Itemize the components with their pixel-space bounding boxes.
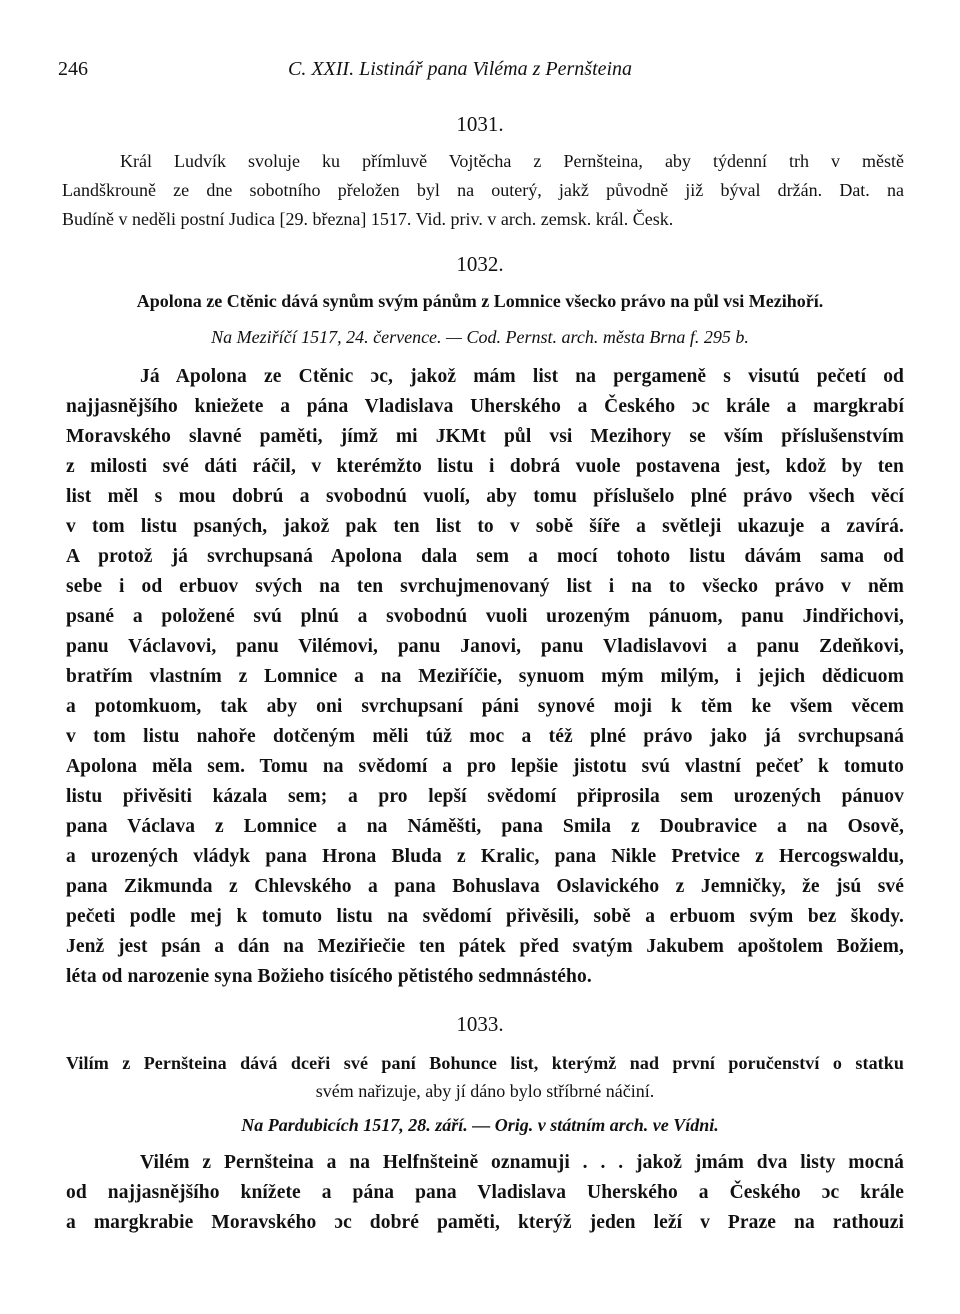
- text-line: a urozených vládyk pana Hrona Bluda z Kralic, pana Nikle Pretvice z Hercogswaldu,: [66, 846, 904, 867]
- document-source-1033: Na Pardubicích 1517, 28. září. — Orig. v státním arch. ve Vídni.: [241, 1115, 719, 1135]
- text-line: od najjasnějšího knížete a pána pana Vladislava Uherského a Českého ɔc krále: [66, 1182, 904, 1203]
- regest-line: Budíně v neděli postní Judica [29. března] 1517. Vid. priv. v arch. zemsk. král. Česk.: [62, 209, 674, 229]
- text-line: z milosti své dáti ráčil, v kterémžto listu i dobrá vuole postavena jest, kdož by ten: [66, 456, 904, 477]
- running-title: C. XXII. Listinář pana Viléma z Pernšteina: [288, 58, 633, 80]
- text-line: bratřím vlastním z Lomnice a na Meziříčie, synuom mým milým, i jejich dědicuom: [66, 666, 904, 687]
- document-summary-1032: Apolona ze Ctěnic dává synům svým pánům z Lomnice všecko právo na půl vsi Mezihoří.: [136, 291, 824, 311]
- document-number-1032: 1032.: [456, 252, 504, 276]
- text-line: a margkrabie Moravského ɔc dobré paměti, kterýž jeden leží v Praze na rathouzi: [66, 1212, 904, 1233]
- document-summary-1033: [66, 1048, 904, 1108]
- text-line: pana Zikmunda z Chlevského a pana Bohuslava Oslavického z Jemničky, že jsú své: [66, 876, 904, 897]
- text-line: a potomkuom, tak aby oni svrchupsaní páni synové moji k těm ke všem věcem: [66, 696, 904, 717]
- regest-line: Landškrouně ze dne sobotního přeložen byl na outerý, jakž původně již býval držán. Dat. na: [62, 180, 904, 200]
- text-line: Moravského slavné paměti, jímž mi JKMt půl vsi Mezihory se vším příslušenstvím: [66, 426, 904, 447]
- text-line: Apolona měla sem. Tomu na svědomí a pro lepšie jistotu svú vlastní pečeť k tomuto: [66, 756, 904, 777]
- page-header: [58, 58, 902, 88]
- summary-line: Vilím z Pernšteina dává dceři své paní Bohunce list, kterýmž nad první poručenství o statku: [66, 1053, 904, 1073]
- document-number-1033: 1033.: [456, 1012, 504, 1036]
- text-line: pana Václava z Lomnice a na Náměšti, pana Smila z Doubravice a na Osově,: [66, 816, 904, 837]
- summary-line: svém nařizuje, aby jí dáno bylo stříbrné náčiní.: [315, 1081, 655, 1101]
- text-line: list měl s mou dobrú a svobodnú vuolí, aby tomu příslušelo plné právo všech věcí: [66, 486, 904, 507]
- text-line: psané a položené svú plnú a svobodnú vuoli urozeným pánuom, panu Jindřichovi,: [66, 606, 904, 627]
- text-line: sebe i od erbuov svých na ten svrchujmenovaný list i na to všecko právo v něm: [66, 576, 904, 597]
- page-number: 246: [58, 58, 88, 80]
- document-source-1032: Na Meziříčí 1517, 24. července. — Cod. Pernst. arch. města Brna f. 295 b.: [211, 327, 749, 347]
- text-line: panu Václavovi, panu Vilémovi, panu Janovi, panu Vladislavovi a panu Zdeňkovi,: [66, 636, 904, 657]
- document-text-1033: [66, 1148, 904, 1240]
- regest-line: Král Ludvík svoluje ku přímluvě Vojtěcha z Pernšteina, aby týdenní trh v městě: [120, 151, 904, 171]
- text-line: léta od narozenie syna Božieho tisícého pětistého sedmnástého.: [66, 966, 592, 987]
- document-text-1032: [66, 362, 904, 992]
- text-line: najjasnějšího kniežete a pána Vladislava Uherského a Českého ɔc krále a margkrabí: [66, 396, 904, 417]
- document-number-1031: 1031.: [456, 112, 504, 136]
- text-line: listu přivěsiti kázala sem; a pro lepší svědomí připrosila sem urozených pánuov: [66, 786, 904, 807]
- text-line: v tom listu nahoře dotčeným měli túž moc a též plné právo jako já svrchupsaná: [66, 726, 904, 747]
- regest-1031: [62, 146, 904, 236]
- text-line: Já Apolona ze Ctěnic ɔc, jakož mám list na pergameně s visutú pečetí od: [140, 366, 904, 387]
- text-line: Vilém z Pernšteina a na Helfnšteině oznamuji . . . jakož jmám dva listy mocná: [140, 1152, 904, 1173]
- text-line: A protož já svrchupsaná Apolona dala sem a mocí tohoto listu dávám sama od: [66, 546, 904, 567]
- text-line: v tom listu psaných, jakož pak ten list to v sobě šíře a světleji ukazuje a zavírá.: [66, 516, 904, 537]
- text-line: pečeti podle mej k tomuto listu na svědomí přivěsili, sobě a erbuom svým bez škody.: [66, 906, 904, 927]
- text-line: Jenž jest psán a dán na Meziřiečie ten pátek před svatým Jakubem apoštolem Božiem,: [66, 936, 904, 957]
